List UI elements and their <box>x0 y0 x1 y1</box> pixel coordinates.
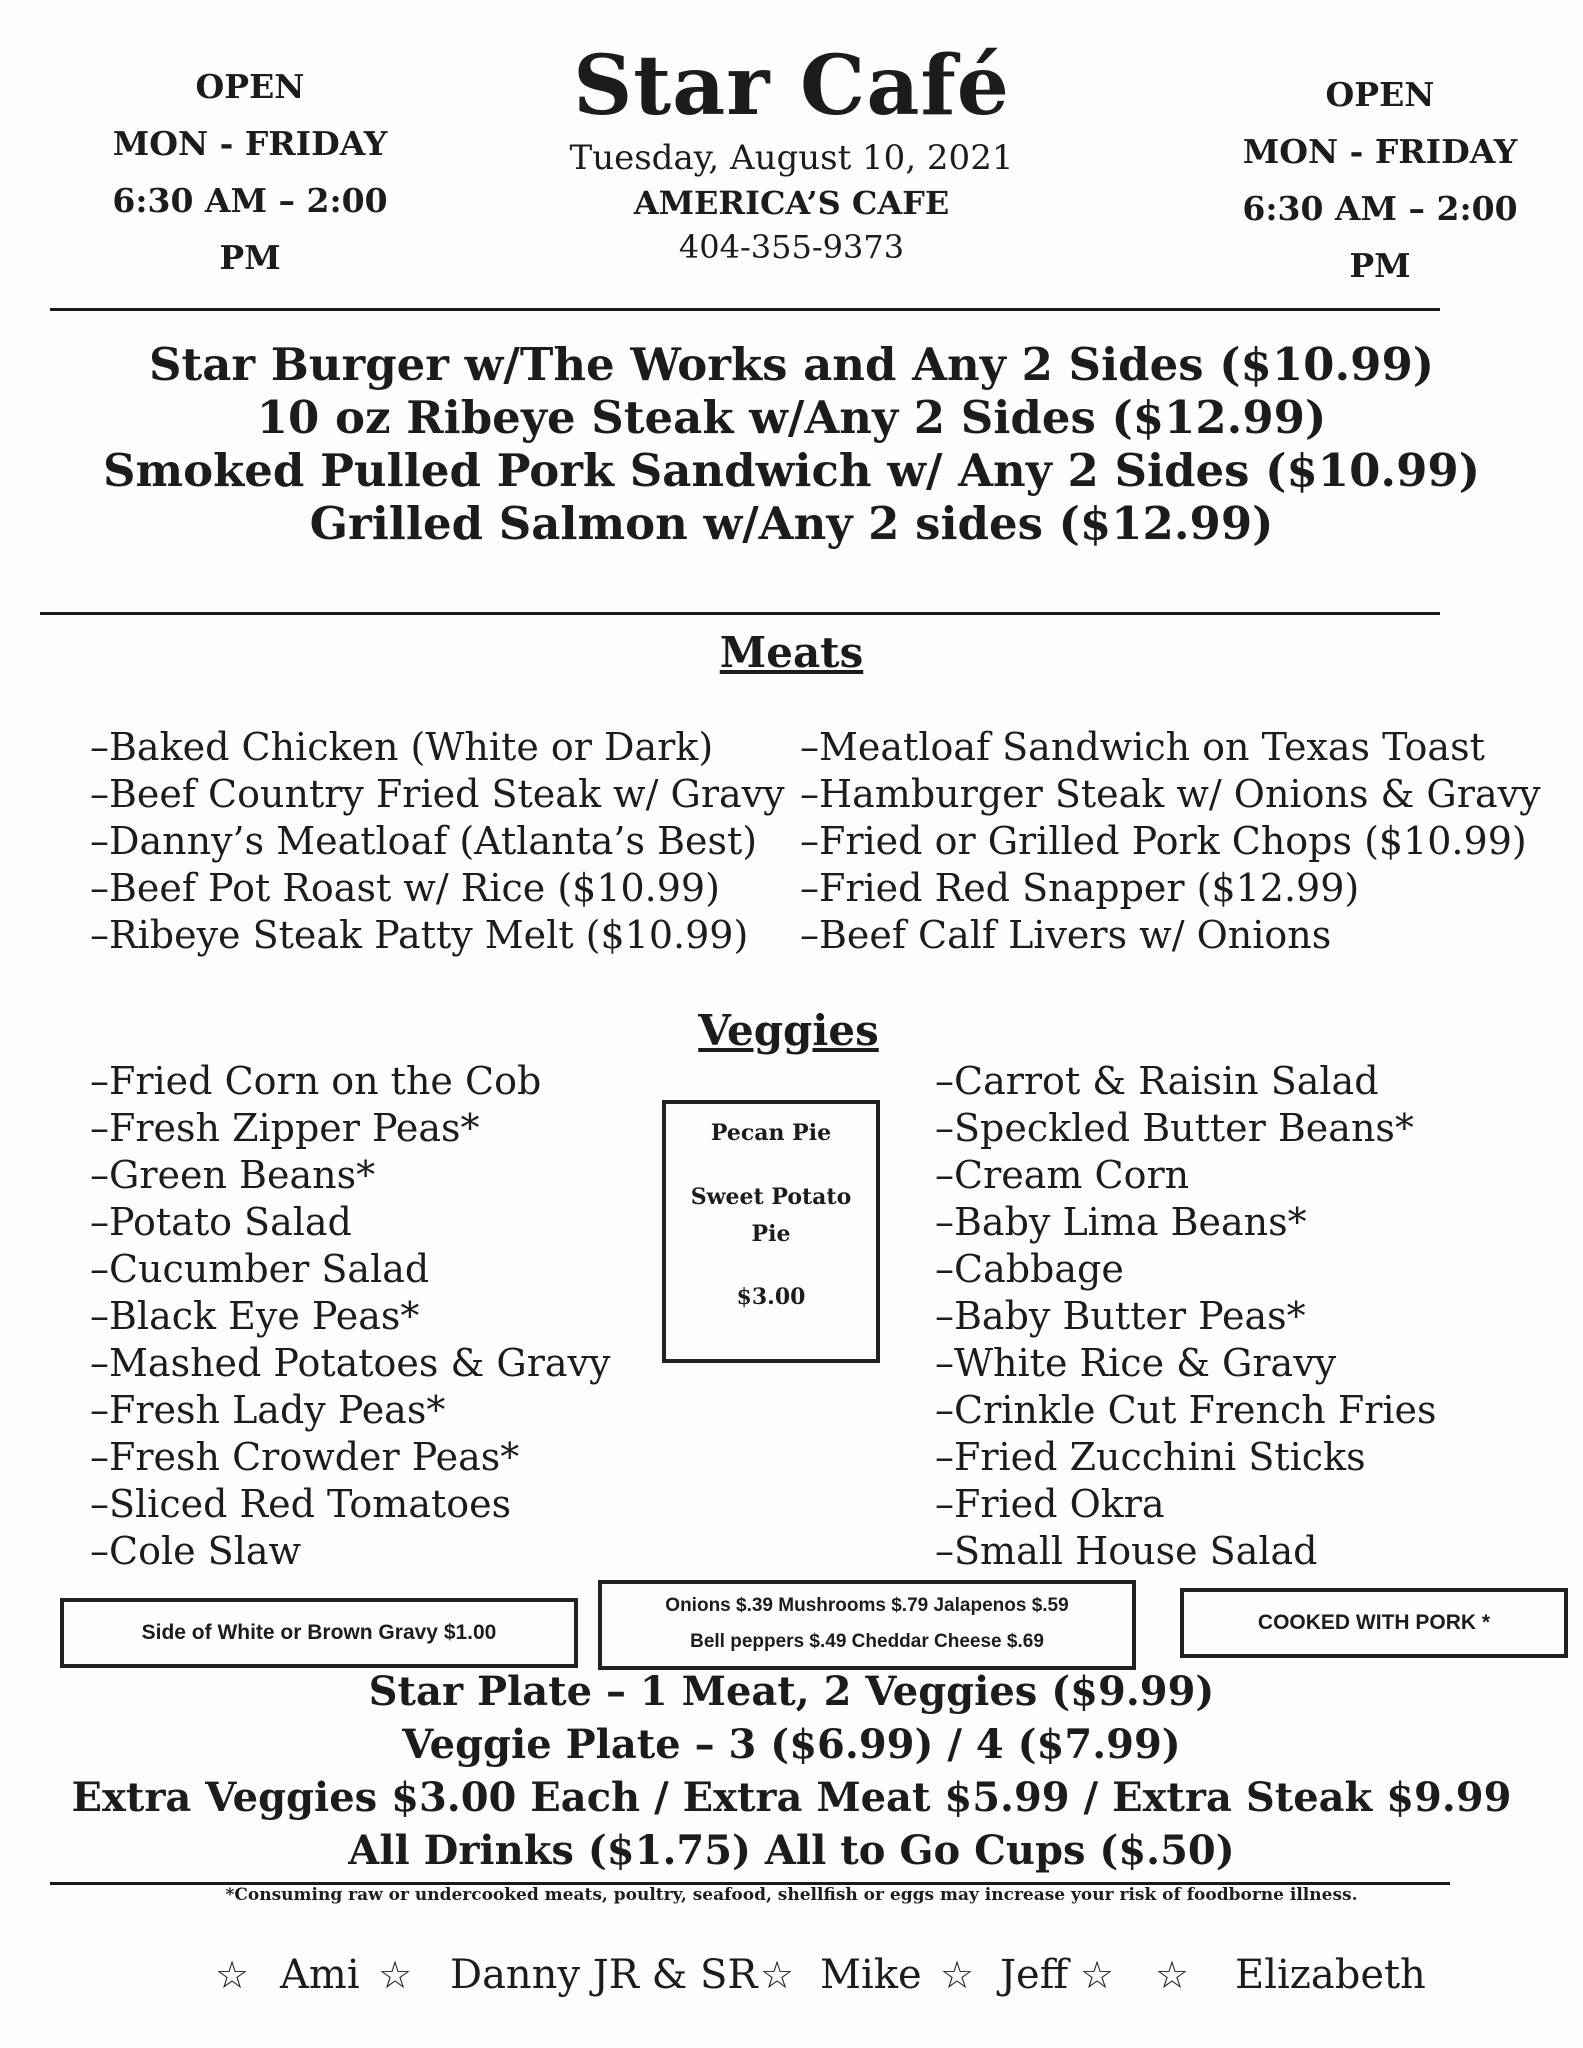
open-label: OPEN <box>195 67 305 106</box>
menu-item: – Ribeye Steak Patty Melt ($10.99) <box>90 912 785 959</box>
pork-note: COOKED WITH PORK * <box>1257 1611 1491 1634</box>
star-icon: ☆ <box>760 1953 795 1997</box>
star-icon <box>378 1952 412 1998</box>
menu-item: – Carrot & Raisin Salad <box>935 1058 1437 1105</box>
sweet-potato-label: Sweet Potato <box>690 1184 852 1210</box>
special-item: Smoked Pulled Pork Sandwich w/ Any 2 Sides ($10.99) <box>103 444 1480 497</box>
time-label: 6:30 AM – 2:00 PM <box>1242 189 1518 285</box>
pie-special-box <box>662 1100 880 1363</box>
menu-item: – Green Beans* <box>90 1152 611 1199</box>
tagline: AMERICA’S CAFE <box>633 184 950 222</box>
toppings-box <box>598 1580 1136 1670</box>
toppings-line: Onions $.39 Mushrooms $.79 Jalapenos $.59 <box>665 1595 1069 1616</box>
star-icon: ☆ <box>940 1953 975 1997</box>
menu-item: – Danny’s Meatloaf (Atlanta’s Best) <box>90 818 785 865</box>
star-icon: ☆ <box>1155 1953 1190 1997</box>
menu-item: – Fried or Grilled Pork Chops ($10.99) <box>800 818 1541 865</box>
menu-item: – Cream Corn <box>935 1152 1437 1199</box>
menu-item: – Sliced Red Tomatoes <box>90 1481 611 1528</box>
menu-item: – Cucumber Salad <box>90 1246 611 1293</box>
menu-item: – Baked Chicken (White or Dark) <box>90 724 785 771</box>
daily-specials <box>0 338 1583 550</box>
menu-item: – Fried Corn on the Cob <box>90 1058 611 1105</box>
divider <box>40 612 1440 615</box>
menu-item: – Fresh Zipper Peas* <box>90 1105 611 1152</box>
plate-line: All Drinks ($1.75) All to Go Cups ($.50) <box>348 1827 1235 1874</box>
menu-item: – Mashed Potatoes & Gravy <box>90 1340 611 1387</box>
veggies-left-list <box>90 1058 611 1575</box>
star-icon: ☆ <box>378 1953 413 1997</box>
star-icon: ☆ <box>215 1953 250 1997</box>
meats-right-list <box>800 724 1541 959</box>
cafe-title: Star Café <box>573 38 1010 134</box>
menu-item: – Beef Calf Livers w/ Onions <box>800 912 1541 959</box>
gravy-box <box>60 1598 578 1668</box>
veggies-right-list <box>935 1058 1437 1575</box>
plate-line: Star Plate – 1 Meat, 2 Veggies ($9.99) <box>368 1668 1215 1715</box>
menu-item: – Fresh Crowder Peas* <box>90 1434 611 1481</box>
staff-name: Jeff <box>1000 1952 1069 1998</box>
menu-item: – Potato Salad <box>90 1199 611 1246</box>
veggies-heading: Veggies <box>698 1006 879 1055</box>
menu-item: – Cabbage <box>935 1246 1437 1293</box>
menu-item: – Beef Country Fried Steak w/ Gravy <box>90 771 785 818</box>
plate-line: Extra Veggies $3.00 Each / Extra Meat $5.99 / Extra Steak $9.99 <box>71 1774 1512 1821</box>
staff-name: Ami <box>280 1952 360 1998</box>
pie-label: Pie <box>751 1221 791 1247</box>
phone-number: 404-355-9373 <box>678 228 905 266</box>
menu-item: – Baby Lima Beans* <box>935 1199 1437 1246</box>
staff-name: Elizabeth <box>1235 1952 1426 1998</box>
star-icon <box>1080 1952 1114 1998</box>
menu-item: – Small House Salad <box>935 1528 1437 1575</box>
time-label: 6:30 AM – 2:00 PM <box>112 181 388 277</box>
staff-line <box>215 1952 249 1998</box>
pecan-pie-label: Pecan Pie <box>710 1120 832 1146</box>
menu-item: – Cole Slaw <box>90 1528 611 1575</box>
menu-item: – Fried Red Snapper ($12.99) <box>800 865 1541 912</box>
days-label: MON - FRIDAY <box>1242 132 1518 171</box>
menu-item: – Fried Zucchini Sticks <box>935 1434 1437 1481</box>
pork-note-box <box>1180 1588 1568 1658</box>
menu-item: – White Rice & Gravy <box>935 1340 1437 1387</box>
special-item: Star Burger w/The Works and Any 2 Sides ($10.99) <box>148 338 1435 391</box>
menu-item: – Baby Butter Peas* <box>935 1293 1437 1340</box>
staff-name: Danny JR & SR <box>450 1952 758 1998</box>
star-icon: ☆ <box>1080 1953 1115 1997</box>
menu-item: – Fresh Lady Peas* <box>90 1387 611 1434</box>
special-item: 10 oz Ribeye Steak w/Any 2 Sides ($12.99) <box>256 391 1327 444</box>
menu-date: Tuesday, August 10, 2021 <box>569 138 1014 178</box>
meats-left-list <box>90 724 785 959</box>
menu-item: – Crinkle Cut French Fries <box>935 1387 1437 1434</box>
menu-item: – Speckled Butter Beans* <box>935 1105 1437 1152</box>
staff-name: Mike <box>820 1952 922 1998</box>
plate-line: Veggie Plate – 3 ($6.99) / 4 ($7.99) <box>402 1721 1181 1768</box>
toppings-line: Bell peppers $.49 Cheddar Cheese $.69 <box>690 1631 1044 1652</box>
star-icon <box>940 1952 974 1998</box>
menu-item: – Beef Pot Roast w/ Rice ($10.99) <box>90 865 785 912</box>
pie-price: $3.00 <box>736 1284 806 1310</box>
star-icon <box>1155 1952 1189 1998</box>
star-icon <box>760 1952 794 1998</box>
gravy-label: Side of White or Brown Gravy $1.00 <box>141 1621 497 1644</box>
special-item: Grilled Salmon w/Any 2 sides ($12.99) <box>309 497 1274 550</box>
meats-heading: Meats <box>719 628 864 677</box>
food-safety-disclaimer: *Consuming raw or undercooked meats, poultry, seafood, shellfish or eggs may increase your risk of foodborne illness. <box>225 1885 1358 1905</box>
divider <box>50 308 1440 311</box>
open-label: OPEN <box>1325 75 1435 114</box>
menu-item: – Hamburger Steak w/ Onions & Gravy <box>800 771 1541 818</box>
plate-pricing <box>0 1665 1583 1877</box>
menu-item: – Fried Okra <box>935 1481 1437 1528</box>
menu-item: – Meatloaf Sandwich on Texas Toast <box>800 724 1541 771</box>
menu-item: – Black Eye Peas* <box>90 1293 611 1340</box>
days-label: MON - FRIDAY <box>112 124 388 163</box>
